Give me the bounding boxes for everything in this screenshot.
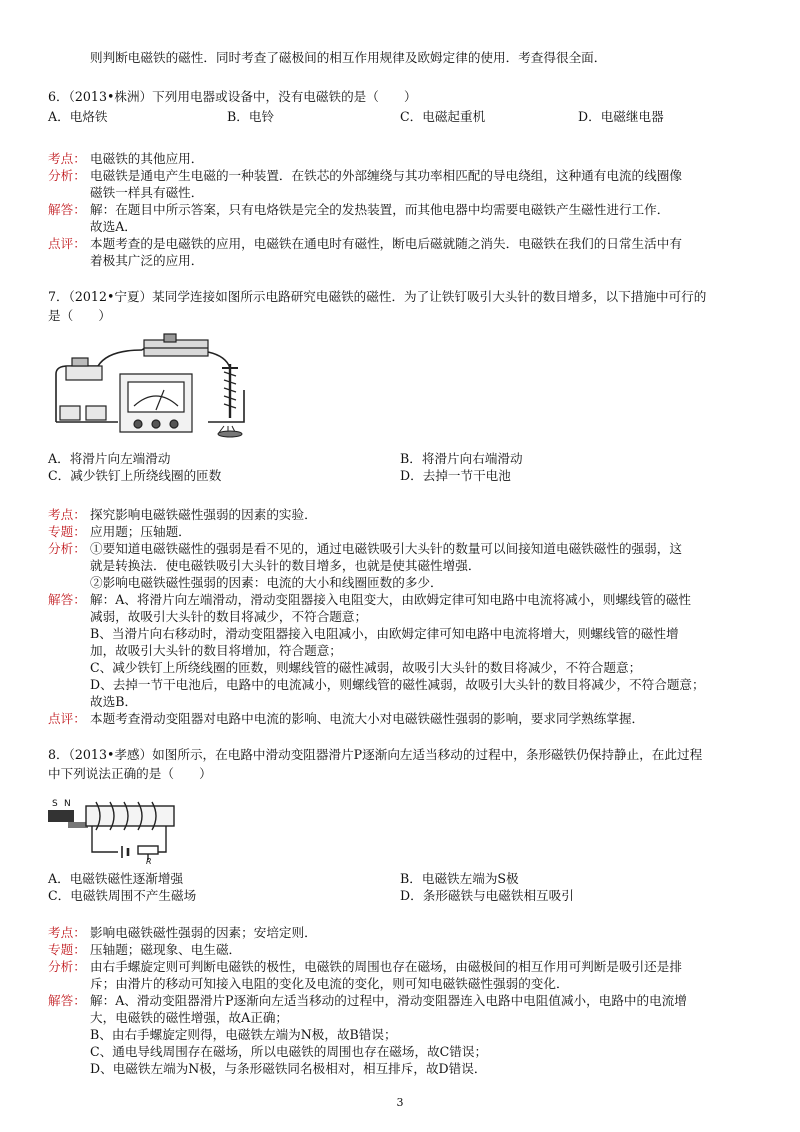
q7-option-a: A．将滑片向左端滑动 [48,451,171,466]
q7-jieda-line: D、去掉一节干电池后，电路中的电流减小，则螺线管的磁性减弱，故吸引大头针的数目将减少，不符合题意； [90,677,705,692]
q7-dianping: 本题考查滑动变阻器对电路中电流的影响、电流大小对电磁铁磁性强弱的影响，要求同学熟练掌握． [90,711,645,726]
q8-zhuanti-label: 专题： [48,942,86,957]
q7-option-d: D．去掉一节干电池 [400,468,511,483]
q7-jieda-line: 故选B． [90,694,138,709]
q8-option-a: A．电磁铁磁性逐渐增强 [48,871,184,886]
q6-dianping-label: 点评： [48,236,86,251]
q6-option-a: A．电烙铁 [48,109,108,124]
q7-fenxi-line: ②影响电磁铁磁性强弱的因素：电流的大小和线圈匝数的多少． [90,575,443,590]
q7-jieda-line: 加，故吸引大头针的数目将增加，符合题意； [90,643,342,658]
q7-jieda-line: B、当滑片向右移动时，滑动变阻器接入电阻减小，由欧姆定律可知电路中电流将增大，则螺线管的磁性增 [90,626,679,641]
q8-option-b: B．电磁铁左端为S极 [400,871,519,886]
q7-jieda-label: 解答： [48,592,86,607]
q8-zhuanti: 压轴题；磁现象、电生磁． [90,942,242,957]
q7-stem-line: 7．（2012•宁夏）某同学连接如图所示电路研究电磁铁的磁性．为了让铁钉吸引大头针的数目增多，以下措施中可行的 [48,289,707,304]
magnet-n-label: N [64,799,71,809]
q8-stem-line: 8．（2013•孝感）如图所示，在电路中滑动变阻器滑片P逐渐向左适当移动的过程中，条形磁铁仍保持静止，在此过程 [48,747,703,762]
q6-jieda-label: 解答： [48,202,86,217]
q7-circuit-figure [48,330,248,442]
q6-dianping-line: 着极其广泛的应用． [90,253,204,268]
q8-jieda-line: 大，电磁铁的磁性增强，故A正确； [90,1010,289,1025]
q6-kaodian: 电磁铁的其他应用． [90,151,204,166]
q8-option-c: C．电磁铁周围不产生磁场 [48,888,197,903]
q8-jieda-line: C、通电导线周围存在磁场，所以电磁铁的周围也存在磁场，故C错误； [90,1044,488,1059]
q8-circuit-figure [48,792,208,864]
q7-option-b: B．将滑片向右端滑动 [400,451,523,466]
q6-option-b: B．电铃 [227,109,275,124]
q8-jieda-line: D、电磁铁左端为N极，与条形磁铁同名极相对，相互排斥，故D错误． [90,1061,487,1076]
q8-kaodian: 影响电磁铁磁性强弱的因素；安培定则． [90,925,317,940]
q7-fenxi-label: 分析： [48,541,86,556]
intro-line: 则判断电磁铁的磁性．同时考查了磁极间的相互作用规律及欧姆定律的使用．考查得很全面． [90,50,607,65]
magnet-s-label: S [52,799,58,809]
q7-option-c: C．减少铁钉上所绕线圈的匝数 [48,468,222,483]
q8-stem-line: 中下列说法正确的是（ ） [48,766,212,781]
q7-fenxi-line: ①要知道电磁铁磁性的强弱是看不见的，通过电磁铁吸引大头针的数量可以间接知道电磁铁磁性的强弱，这 [90,541,682,556]
q7-kaodian: 探究影响电磁铁磁性强弱的因素的实验． [90,507,317,522]
q7-stem-line: 是（ ） [48,308,111,323]
q6-kaodian-label: 考点： [48,151,86,166]
q8-kaodian-label: 考点： [48,925,86,940]
q7-jieda-line: C、减少铁钉上所绕线圈的匝数，则螺线管的磁性减弱，故吸引大头针的数目将减少，不符合题意； [90,660,642,675]
q8-jieda-line: 解：A、滑动变阻器滑片P逐渐向左适当移动的过程中，滑动变阻器连入电路中电阻值减小，电路中的电流增 [90,993,687,1008]
q6-fenxi-label: 分析： [48,168,86,183]
q7-zhuanti: 应用题；压轴题． [90,524,191,539]
q6-stem: 6．（2013•株洲）下列用电器或设备中，没有电磁铁的是（ ） [48,89,417,104]
resistor-r-label: R [146,857,152,864]
q7-zhuanti-label: 专题： [48,524,86,539]
q6-option-d: D．电磁继电器 [578,109,664,124]
q6-dianping-line: 本题考查的是电磁铁的应用，电磁铁在通电时有磁性，断电后磁就随之消失．电磁铁在我们的日常生活中有 [90,236,682,251]
q8-option-d: D．条形磁铁与电磁铁相互吸引 [400,888,574,903]
q8-jieda-line: B、由右手螺旋定则得，电磁铁左端为N极，故B错误； [90,1027,397,1042]
q8-fenxi-line: 斥；由滑片的移动可知接入电阻的变化及电流的变化，则可知电磁铁磁性强弱的变化． [90,976,569,991]
q6-jieda-line: 解：在题目中所示答案，只有电烙铁是完全的发热装置，而其他电器中均需要电磁铁产生磁性进行工作． [90,202,670,217]
q6-fenxi-line: 磁铁一样具有磁性． [90,185,204,200]
q6-jieda-line: 故选A． [90,219,137,234]
q6-option-c: C．电磁起重机 [400,109,486,124]
q7-fenxi-line: 就是转换法．使电磁铁吸引大头针的数目增多，也就是使其磁性增强． [90,558,481,573]
bar-magnet [48,810,74,822]
q8-fenxi-label: 分析： [48,959,86,974]
q7-jieda-line: 减弱，故吸引大头针的数目将减少，不符合题意； [90,609,368,624]
q8-jieda-label: 解答： [48,993,86,1008]
q6-fenxi-line: 电磁铁是通电产生电磁的一种装置．在铁芯的外部缠绕与其功率相匹配的导电绕组，这种通有电流的线圈像 [90,168,682,183]
page-number: 3 [396,1096,404,1109]
q7-kaodian-label: 考点： [48,507,86,522]
q8-fenxi-line: 由右手螺旋定则可判断电磁铁的极性，电磁铁的周围也存在磁场，由磁极间的相互作用可判断是吸引还是排 [90,959,682,974]
q7-jieda-line: 解：A、将滑片向左端滑动，滑动变阻器接入电阻变大，由欧姆定律可知电路中电流将减小，则螺线管的磁性 [90,592,692,607]
q7-dianping-label: 点评： [48,711,86,726]
